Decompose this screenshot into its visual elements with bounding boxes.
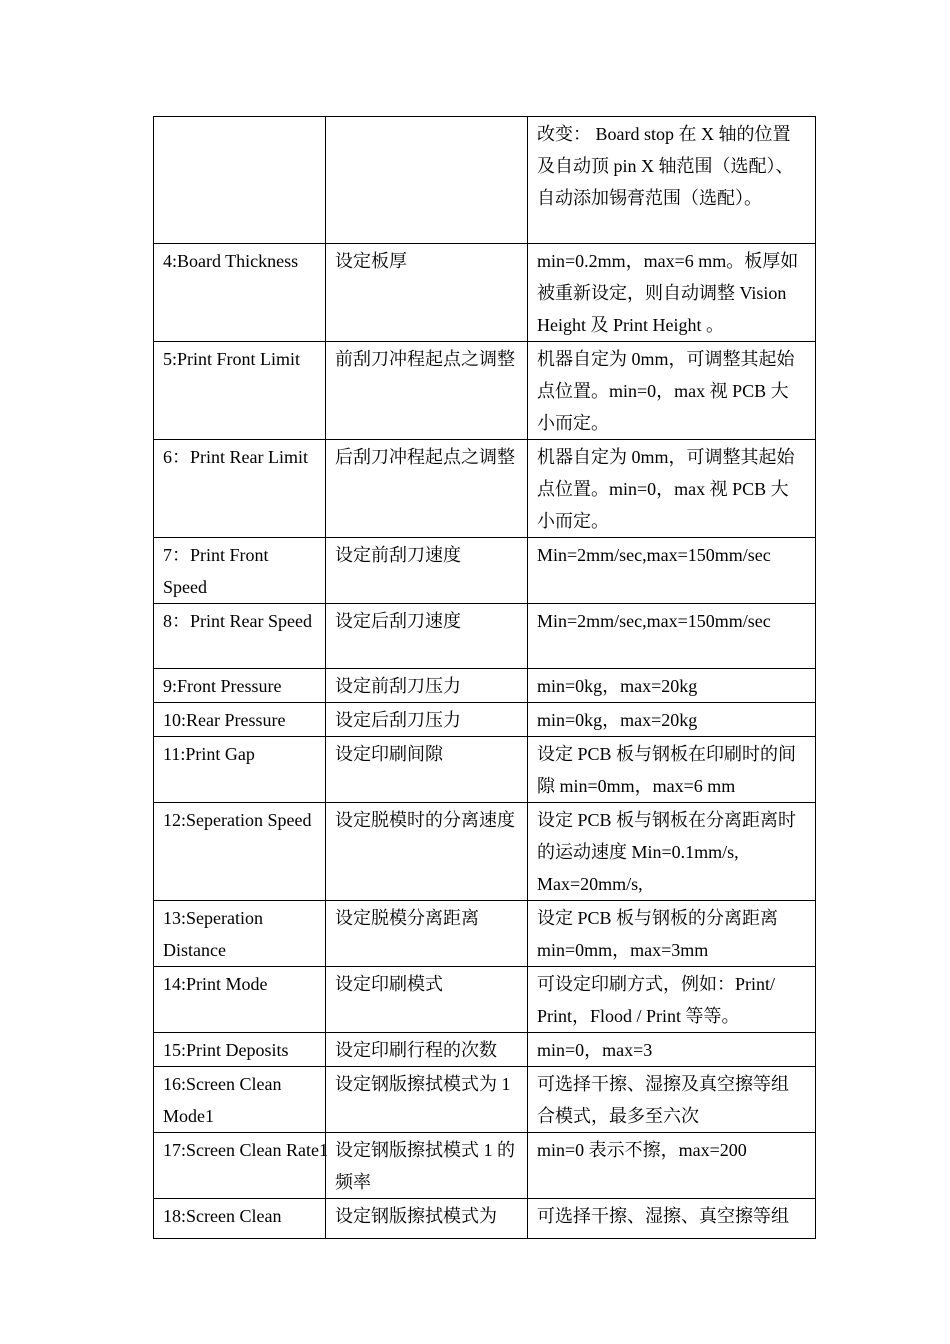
note-cell: 机器自定为 0mm，可调整其起始点位置。min=0，max 视 PCB 大小而定。	[528, 440, 816, 538]
param-cell: 7：Print Front Speed	[154, 538, 326, 604]
note-cell: 设定 PCB 板与钢板在印刷时的间隙 min=0mm，max=6 mm	[528, 737, 816, 803]
param-cell: 12:Seperation Speed	[154, 803, 326, 901]
note-cell: 可选择干擦、湿擦、真空擦等组	[528, 1199, 816, 1239]
desc-cell: 设定脱模分离距离	[326, 901, 528, 967]
param-cell: 5:Print Front Limit	[154, 342, 326, 440]
parameter-table-page	[153, 116, 815, 1226]
note-cell: min=0kg，max=20kg	[528, 669, 816, 703]
table-row	[154, 440, 816, 538]
note-cell: 改变： Board stop 在 X 轴的位置及自动顶 pin X 轴范围（选配）、自动添加锡膏范围（选配）。	[528, 117, 816, 244]
desc-cell: 设定印刷行程的次数	[326, 1033, 528, 1067]
desc-cell	[326, 117, 528, 244]
param-cell: 16:Screen Clean Mode1	[154, 1067, 326, 1133]
table-row	[154, 244, 816, 342]
desc-cell: 设定钢版擦拭模式 1 的频率	[326, 1133, 528, 1199]
note-cell: Min=2mm/sec,max=150mm/sec	[528, 604, 816, 669]
desc-cell: 设定印刷模式	[326, 967, 528, 1033]
parameter-table	[153, 116, 816, 1239]
note-cell: 可选择干擦、湿擦及真空擦等组合模式，最多至六次	[528, 1067, 816, 1133]
param-cell: 13:Seperation Distance	[154, 901, 326, 967]
desc-cell: 设定后刮刀速度	[326, 604, 528, 669]
table-row	[154, 342, 816, 440]
desc-cell: 设定印刷间隙	[326, 737, 528, 803]
param-cell: 10:Rear Pressure	[154, 703, 326, 737]
note-cell: min=0kg，max=20kg	[528, 703, 816, 737]
param-cell: 17:Screen Clean Rate1	[154, 1133, 326, 1199]
desc-cell: 设定钢版擦拭模式为 1	[326, 1067, 528, 1133]
note-cell: 可设定印刷方式，例如：Print/ Print，Flood / Print 等等。	[528, 967, 816, 1033]
note-cell: 设定 PCB 板与钢板在分离距离时的运动速度 Min=0.1mm/s, Max=20mm/s,	[528, 803, 816, 901]
note-cell: min=0.2mm，max=6 mm。板厚如被重新设定，则自动调整 Vision Height 及 Print Height 。	[528, 244, 816, 342]
param-cell: 9:Front Pressure	[154, 669, 326, 703]
table-row	[154, 1199, 816, 1239]
note-cell: min=0 表示不擦，max=200	[528, 1133, 816, 1199]
desc-cell: 设定前刮刀压力	[326, 669, 528, 703]
param-cell: 11:Print Gap	[154, 737, 326, 803]
param-cell: 18:Screen Clean	[154, 1199, 326, 1239]
desc-cell: 前刮刀冲程起点之调整	[326, 342, 528, 440]
desc-cell: 设定脱模时的分离速度	[326, 803, 528, 901]
param-cell: 15:Print Deposits	[154, 1033, 326, 1067]
note-cell: min=0，max=3	[528, 1033, 816, 1067]
table-row	[154, 669, 816, 703]
table-row	[154, 1067, 816, 1133]
table-row	[154, 967, 816, 1033]
table-row	[154, 604, 816, 669]
param-cell: 8：Print Rear Speed	[154, 604, 326, 669]
note-cell: 机器自定为 0mm，可调整其起始点位置。min=0，max 视 PCB 大小而定。	[528, 342, 816, 440]
desc-cell: 设定后刮刀压力	[326, 703, 528, 737]
table-row	[154, 1033, 816, 1067]
desc-cell: 设定板厚	[326, 244, 528, 342]
desc-cell: 设定钢版擦拭模式为	[326, 1199, 528, 1239]
table-row	[154, 803, 816, 901]
note-cell: 设定 PCB 板与钢板的分离距离 min=0mm，max=3mm	[528, 901, 816, 967]
param-cell: 6：Print Rear Limit	[154, 440, 326, 538]
param-cell	[154, 117, 326, 244]
table-row	[154, 703, 816, 737]
table-row	[154, 538, 816, 604]
table-row	[154, 901, 816, 967]
table-row	[154, 737, 816, 803]
param-cell: 4:Board Thickness	[154, 244, 326, 342]
table-row	[154, 117, 816, 244]
desc-cell: 设定前刮刀速度	[326, 538, 528, 604]
note-cell: Min=2mm/sec,max=150mm/sec	[528, 538, 816, 604]
table-row	[154, 1133, 816, 1199]
desc-cell: 后刮刀冲程起点之调整	[326, 440, 528, 538]
param-cell: 14:Print Mode	[154, 967, 326, 1033]
